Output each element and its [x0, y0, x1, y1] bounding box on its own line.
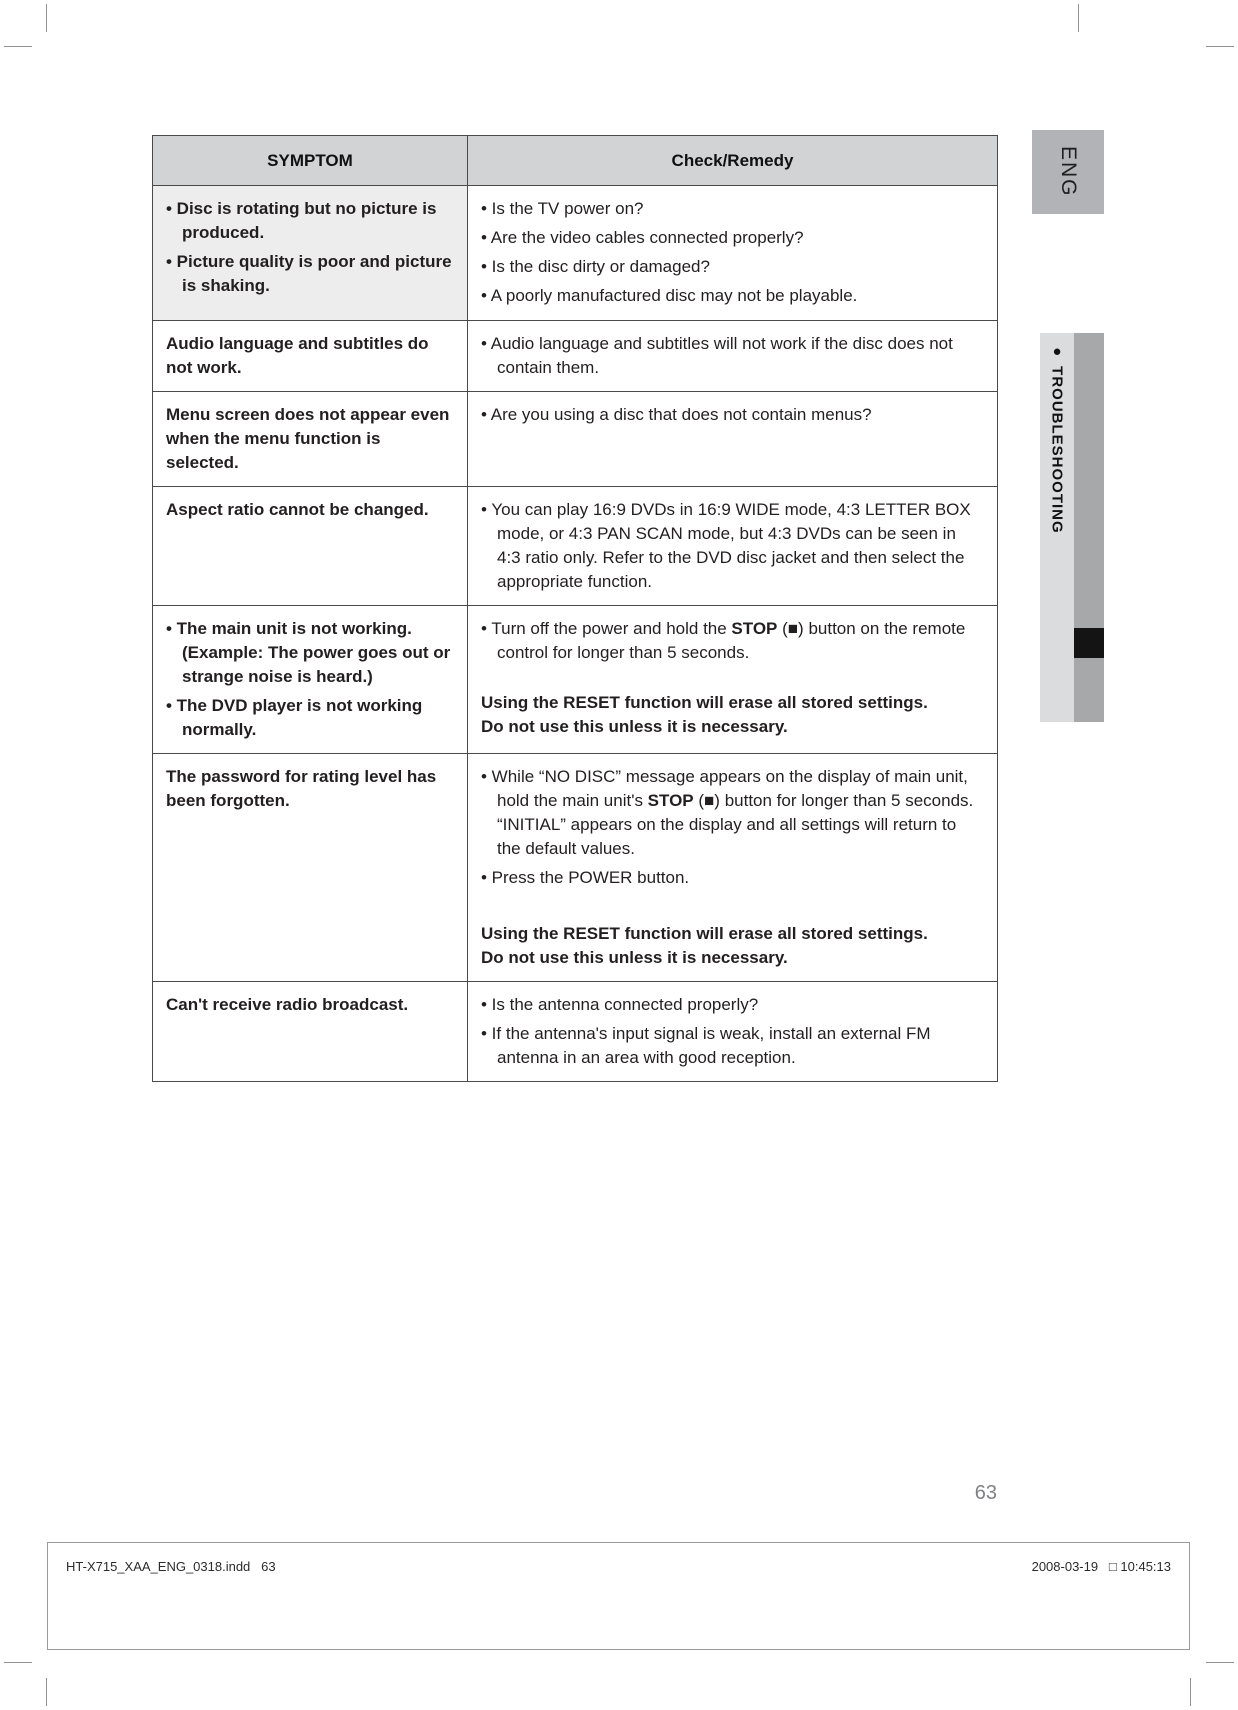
reset-warning-line: Do not use this unless it is necessary. — [481, 717, 788, 736]
symptom-cell — [153, 754, 468, 982]
symptom-cell — [153, 186, 468, 321]
symptom-text: The password for rating level has been forgotten. — [166, 767, 437, 810]
reset-warning — [481, 691, 984, 739]
crop-mark — [46, 1678, 47, 1706]
symptom-cell — [153, 982, 468, 1082]
remedy-bullet: • Are you using a disc that does not contain menus? — [481, 405, 872, 424]
symptom-bullet: • The DVD player is not working normally. — [166, 696, 423, 739]
sidebar-black-marker — [1074, 628, 1104, 658]
remedy-cell — [468, 606, 998, 754]
remedy-cell — [468, 186, 998, 321]
remedy-bullet: • If the antenna's input signal is weak, install an external FM antenna in an area with good reception. — [481, 1024, 931, 1067]
symptom-text: Audio language and subtitles do not work. — [166, 334, 429, 377]
page-number: 63 — [974, 1482, 997, 1504]
crop-mark — [46, 4, 47, 32]
table-row — [153, 186, 998, 321]
remedy-bullet: • Audio language and subtitles will not work if the disc does not contain them. — [481, 334, 953, 377]
remedy-text: • Turn off the power and hold the — [481, 619, 732, 638]
remedy-cell — [468, 487, 998, 606]
remedy-cell — [468, 321, 998, 392]
remedy-bullet: • Is the disc dirty or damaged? — [481, 257, 710, 276]
table-row — [153, 392, 998, 487]
symptom-text: Can't receive radio broadcast. — [166, 995, 409, 1014]
symptom-text: Aspect ratio cannot be changed. — [166, 500, 429, 519]
remedy-bullet: • Press the POWER button. — [481, 868, 690, 887]
crop-mark — [1206, 46, 1234, 47]
symptom-bullet: • The main unit is not working. (Example: The power goes out or strange noise is heard.) — [166, 619, 451, 686]
symptom-cell — [153, 321, 468, 392]
table-row — [153, 754, 998, 982]
remedy-bullet — [481, 617, 984, 665]
remedy-bullet: • A poorly manufactured disc may not be playable. — [481, 286, 858, 305]
stop-button-label: STOP — [647, 791, 694, 810]
symptom-bullet: • Disc is rotating but no picture is produced. — [166, 199, 437, 242]
troubleshooting-sidebar-label: ● TROUBLESHOOTING — [1048, 343, 1066, 534]
symptom-bullet: • Picture quality is poor and picture is shaking. — [166, 252, 452, 295]
crop-mark — [4, 1662, 32, 1663]
remedy-bullet: • Are the video cables connected properly? — [481, 228, 804, 247]
table-row — [153, 321, 998, 392]
column-header-remedy: Check/Remedy — [468, 136, 998, 186]
crop-mark — [1206, 1662, 1234, 1663]
remedy-cell — [468, 982, 998, 1082]
reset-warning-line: Do not use this unless it is necessary. — [481, 948, 788, 967]
table-row — [153, 606, 998, 754]
remedy-bullet: • You can play 16:9 DVDs in 16:9 WIDE mode, 4:3 LETTER BOX mode, or 4:3 PAN SCAN mode, but 4:3 DVDs can be seen in 4:3 ratio only. Refer to the DVD disc jacket and then select the appropriate function. — [481, 500, 971, 591]
remedy-bullet: • Is the TV power on? — [481, 199, 644, 218]
crop-mark — [4, 46, 32, 47]
crop-mark — [1190, 1678, 1191, 1706]
remedy-cell — [468, 392, 998, 487]
language-tab — [1032, 130, 1104, 214]
sidebar-gray-bar — [1074, 333, 1104, 722]
slug-filename: HT-X715_XAA_ENG_0318.indd 63 — [66, 1559, 276, 1574]
remedy-cell — [468, 754, 998, 982]
remedy-text: • While “NO DISC” message appears on the display of main unit, hold the main unit's — [481, 767, 968, 810]
symptom-text: Menu screen does not appear even when the menu function is selected. — [166, 405, 450, 472]
table-row — [153, 982, 998, 1082]
reset-warning — [481, 922, 984, 970]
remedy-text: (■) button for longer than 5 seconds. “INITIAL” appears on the display and all settings will return to the default values. — [497, 791, 974, 858]
remedy-bullet: • Is the antenna connected properly? — [481, 995, 759, 1014]
language-tab-label: ENG — [1057, 146, 1080, 198]
print-slug — [47, 1542, 1190, 1650]
troubleshooting-table — [152, 135, 998, 1082]
stop-button-label: STOP — [731, 619, 778, 638]
slug-timestamp: 2008-03-19 □ 10:45:13 — [1031, 1559, 1171, 1574]
reset-warning-line: Using the RESET function will erase all stored settings. — [481, 693, 928, 712]
symptom-cell — [153, 392, 468, 487]
symptom-cell — [153, 606, 468, 754]
crop-mark — [1078, 4, 1079, 32]
column-header-symptom: SYMPTOM — [153, 136, 468, 186]
troubleshooting-sidebar — [1040, 333, 1074, 722]
symptom-cell — [153, 487, 468, 606]
remedy-text: (■) button on the remote control for longer than 5 seconds. — [497, 619, 966, 662]
table-row — [153, 487, 998, 606]
remedy-bullet — [481, 765, 984, 861]
reset-warning-line: Using the RESET function will erase all stored settings. — [481, 924, 928, 943]
table-header-row — [153, 136, 998, 186]
